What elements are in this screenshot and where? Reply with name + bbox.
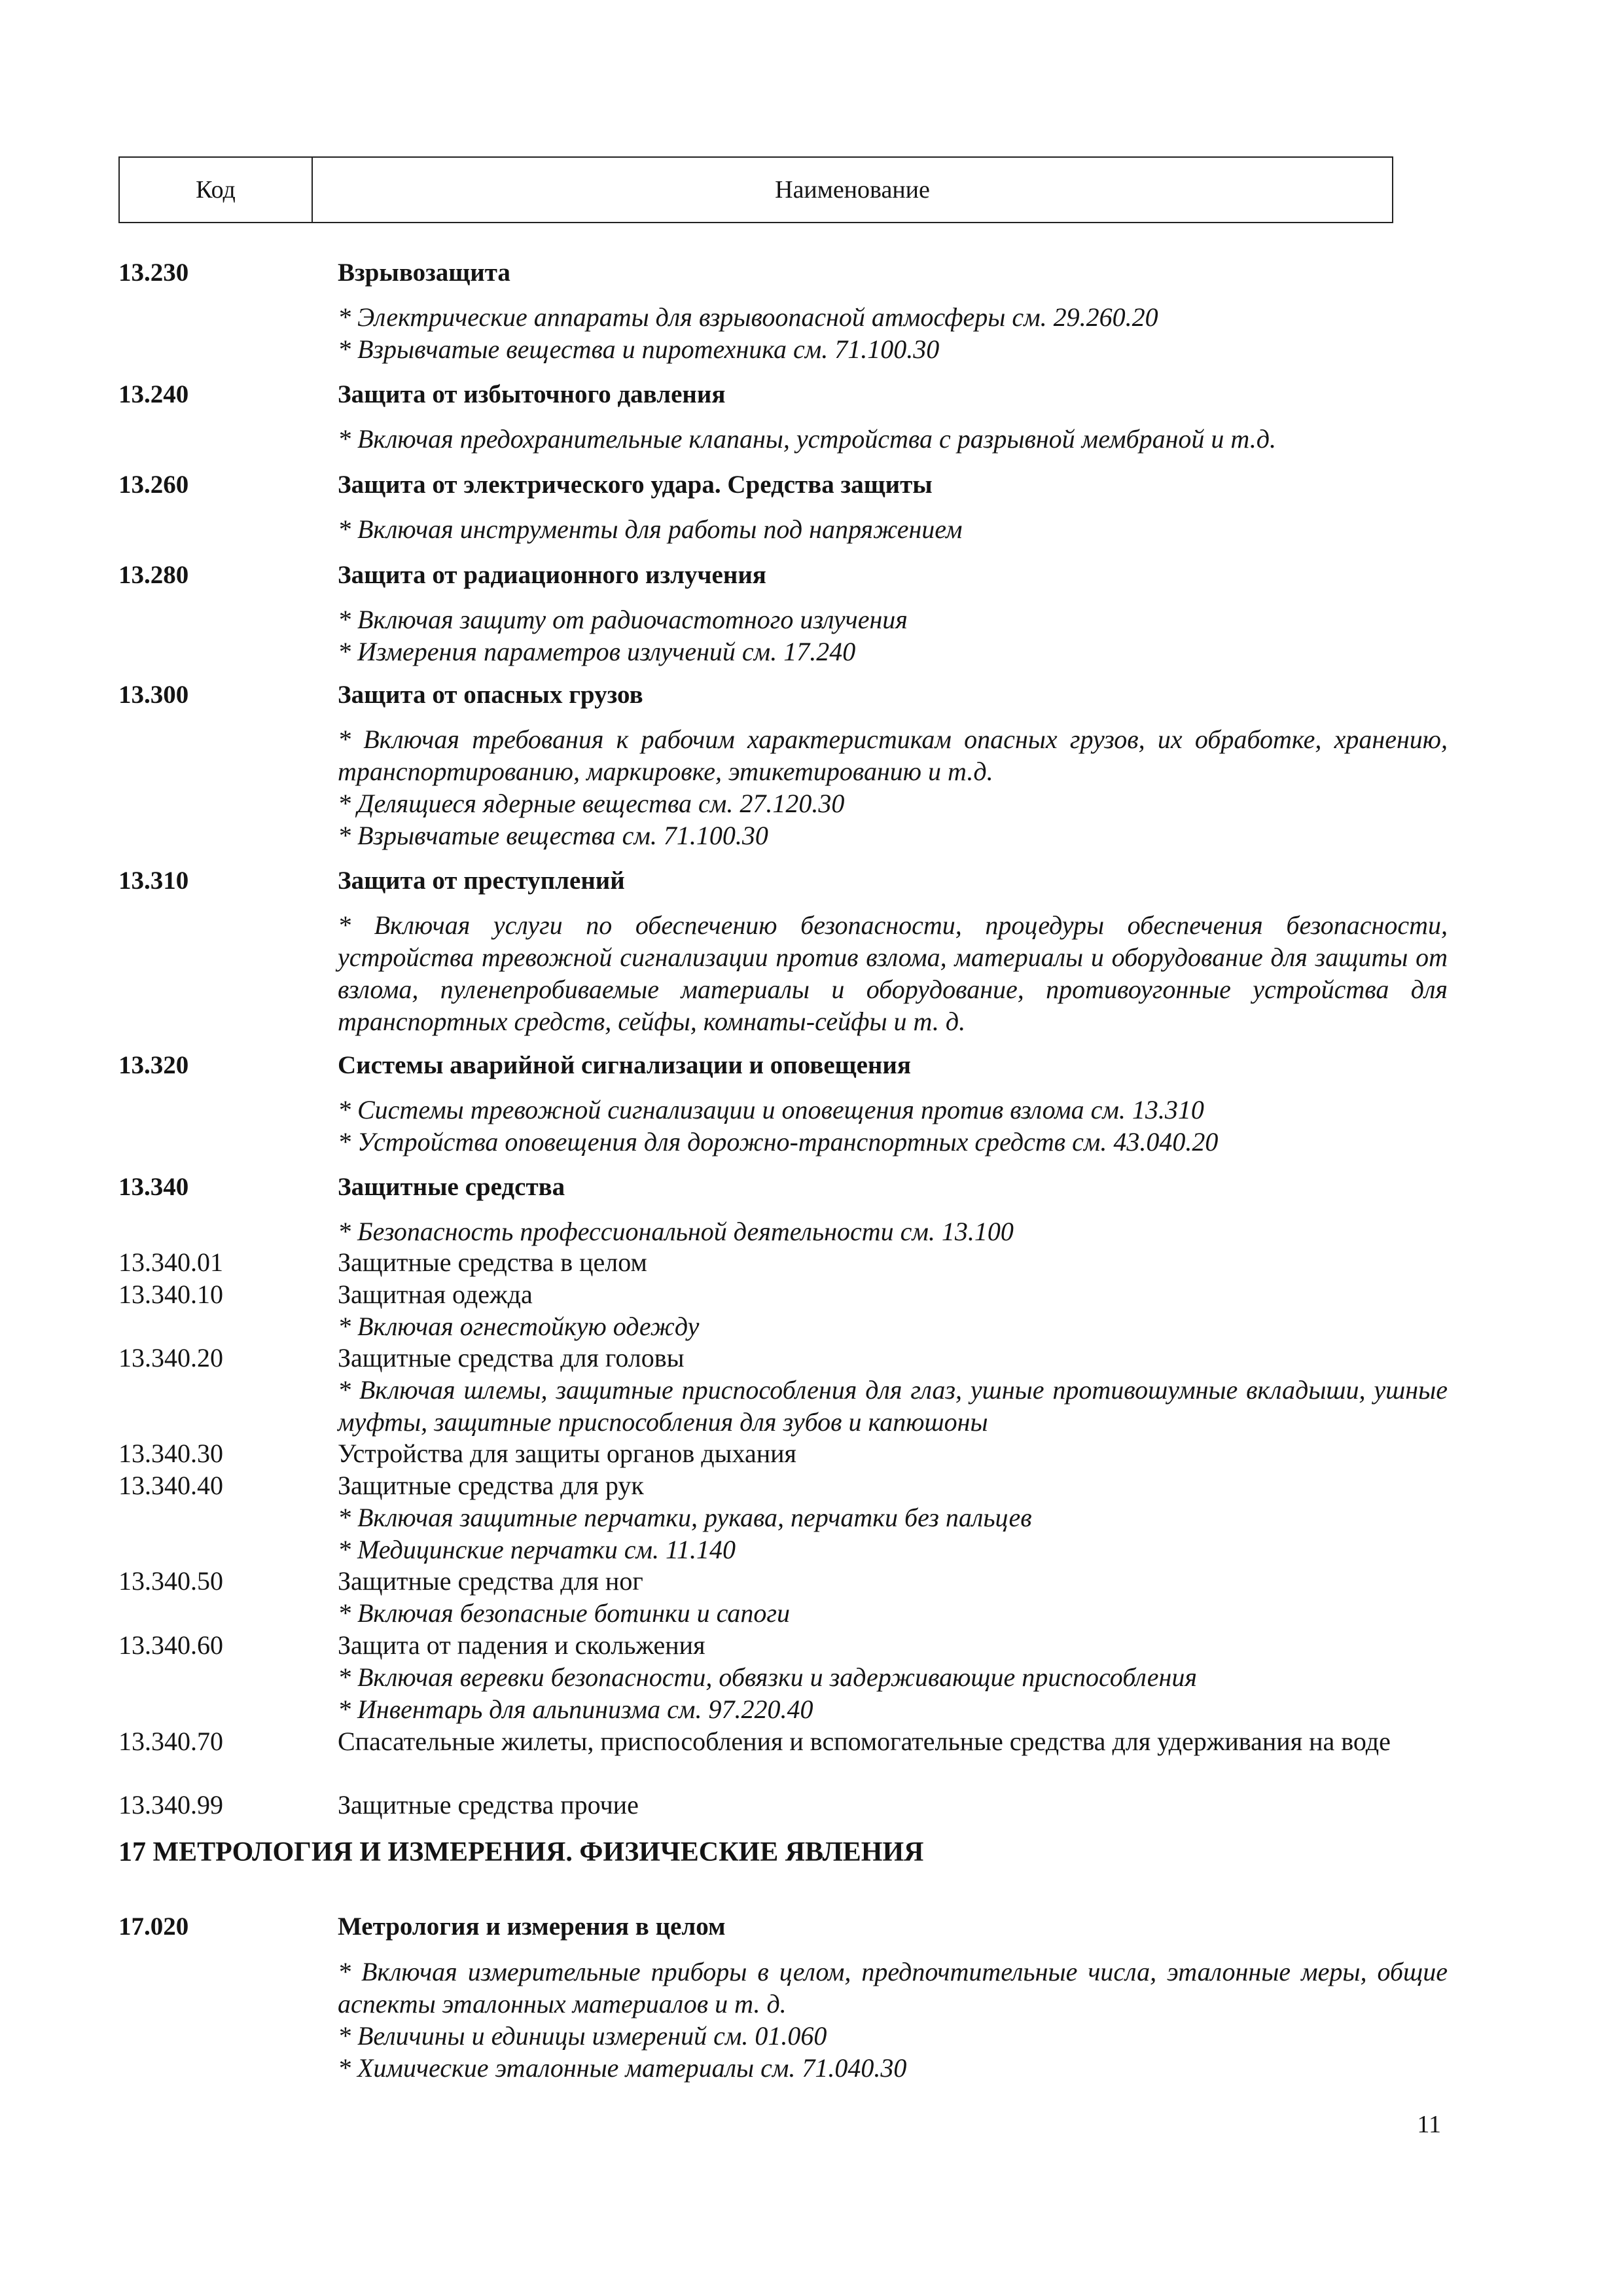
table-header: [118, 156, 1393, 223]
entry-title: Метрология и измерения в целом: [338, 1912, 726, 1941]
subentry-title: Защитные средства для ног: [338, 1566, 643, 1596]
subentry-title: Защитные средства для головы: [338, 1343, 685, 1372]
entry-title: Защита от радиационного излучения: [338, 561, 766, 589]
subentry-row: [118, 1469, 1393, 1502]
subentry-note: * Включая веревки безопасности, обвязки и задерживающие приспособления: [338, 1662, 1197, 1692]
entry-row: [118, 559, 1393, 592]
entry-row: [118, 257, 1393, 289]
entry-note: * Химические эталонные материалы см. 71.040.30: [338, 2053, 907, 2083]
subentry-row: [118, 1342, 1393, 1374]
subentry-title: Защитные средства прочие: [338, 1790, 639, 1820]
subentry-row: [118, 1565, 1393, 1598]
entry-row: [118, 469, 1393, 501]
entry-code: 13.230: [118, 259, 189, 287]
entry-note: * Включая защиту от радиочастотного излучения: [338, 605, 908, 634]
entry-note: * Включая инструменты для работы под напряжением: [338, 514, 963, 544]
subentry-note: * Инвентарь для альпинизма см. 97.220.40: [338, 1695, 813, 1724]
subentry-row: [118, 1278, 1393, 1311]
entry-code: 13.260: [118, 471, 189, 499]
entry-code: 13.300: [118, 681, 189, 709]
subentry-title: Защита от падения и скольжения: [338, 1630, 705, 1660]
subentry-note: * Включая безопасные ботинки и сапоги: [338, 1598, 790, 1628]
subentry-code: 13.340.40: [118, 1471, 223, 1500]
subentry-note: * Медицинские перчатки см. 11.140: [338, 1535, 736, 1564]
entry-code: 13.340: [118, 1173, 189, 1201]
entry-note: * Взрывчатые вещества и пиротехника см. 71.100.30: [338, 334, 940, 364]
entry-note: * Электрические аппараты для взрывоопасной атмосферы см. 29.260.20: [338, 302, 1158, 332]
subentry-code: 13.340.60: [118, 1630, 223, 1660]
subentry-note: * Включая огнестойкую одежду: [338, 1312, 700, 1341]
entry-row: [118, 1049, 1393, 1082]
subentry-title: Спасательные жилеты, приспособления и вспомогательные средства для удерживания на воде: [338, 1727, 1391, 1756]
entry-note: * Безопасность профессиональной деятельности см. 13.100: [338, 1217, 1014, 1246]
entry-title: Взрывозащита: [338, 259, 510, 287]
entry-code: 13.280: [118, 561, 189, 589]
section-heading: 17 МЕТРОЛОГИЯ И ИЗМЕРЕНИЯ. ФИЗИЧЕСКИЕ ЯВЛЕНИЯ: [118, 1837, 924, 1867]
page-number: 11: [1417, 2111, 1441, 2138]
subentry-code: 13.340.01: [118, 1247, 223, 1277]
subentry-title: Устройства для защиты органов дыхания: [338, 1439, 796, 1468]
entry-note: * Измерения параметров излучений см. 17.240: [338, 637, 856, 666]
entry-code: 13.240: [118, 380, 189, 408]
entry-note: * Включая измерительные приборы в целом, предпочтительные числа, эталонные меры, общие аспекты эталонных материалов и т. д.: [338, 1957, 1448, 2018]
subentry-code: 13.340.20: [118, 1343, 223, 1372]
entry-note: * Устройства оповещения для дорожно-транспортных средств см. 43.040.20: [338, 1127, 1219, 1157]
entry-title: Защитные средства: [338, 1173, 565, 1201]
subentry-note: * Включая шлемы, защитные приспособления для глаз, ушные противошумные вкладыши, ушные муфты, защитные приспособления для зубов и капюшоны: [338, 1375, 1448, 1437]
entry-row: [118, 1910, 1393, 1943]
entry-row: [118, 378, 1393, 411]
entry-note: * Делящиеся ядерные вещества см. 27.120.30: [338, 789, 845, 818]
entry-title: Защита от опасных грузов: [338, 681, 643, 709]
entry-note: * Взрывчатые вещества см. 71.100.30: [338, 821, 768, 850]
subentry-title: Защитные средства для рук: [338, 1471, 644, 1500]
entry-code: 17.020: [118, 1912, 189, 1941]
subentry-code: 13.340.30: [118, 1439, 223, 1468]
subentry-code: 13.340.10: [118, 1280, 223, 1309]
entry-row: [118, 1171, 1393, 1204]
header-name: Наименование: [775, 176, 930, 204]
entry-note: * Величины и единицы измерений см. 01.060: [338, 2021, 827, 2051]
subentry-row: [118, 1629, 1393, 1662]
entry-title: Защита от преступлений: [338, 867, 625, 895]
subentry-code: 13.340.99: [118, 1790, 223, 1820]
subentry-note: * Включая защитные перчатки, рукава, перчатки без пальцев: [338, 1503, 1032, 1532]
entry-row: [118, 865, 1393, 897]
entry-title: Защита от электрического удара. Средства защиты: [338, 471, 933, 499]
entry-title: Системы аварийной сигнализации и оповещения: [338, 1051, 911, 1079]
entry-title: Защита от избыточного давления: [338, 380, 726, 408]
subentry-row: [118, 1246, 1393, 1279]
subentry-code: 13.340.50: [118, 1566, 223, 1596]
subentry-row: [118, 1789, 1393, 1821]
entry-code: 13.310: [118, 867, 189, 895]
subentry-row: [118, 1437, 1393, 1470]
entry-note: * Включая услуги по обеспечению безопасности, процедуры обеспечения безопасности, устройства тревожной сигнализации против взлома, материалы и оборудование для защиты от взлома, пуленепробиваемые материалы и оборудование, противоугонные устройства для транспортных средств, сейфы, комнаты-сейфы и т. д.: [338, 910, 1448, 1036]
header-code: Код: [120, 158, 313, 222]
subentry-code: 13.340.70: [118, 1727, 223, 1756]
entry-note: * Системы тревожной сигнализации и оповещения против взлома см. 13.310: [338, 1095, 1204, 1124]
subentry-title: Защитная одежда: [338, 1280, 533, 1309]
subentry-title: Защитные средства в целом: [338, 1247, 647, 1277]
entry-row: [118, 679, 1393, 711]
entry-note: * Включая требования к рабочим характеристикам опасных грузов, их обработке, хранению, транспортированию, маркировке, этикетированию и т.д.: [338, 725, 1448, 786]
entry-code: 13.320: [118, 1051, 189, 1079]
entry-note: * Включая предохранительные клапаны, устройства с разрывной мембраной и т.д.: [338, 424, 1277, 454]
